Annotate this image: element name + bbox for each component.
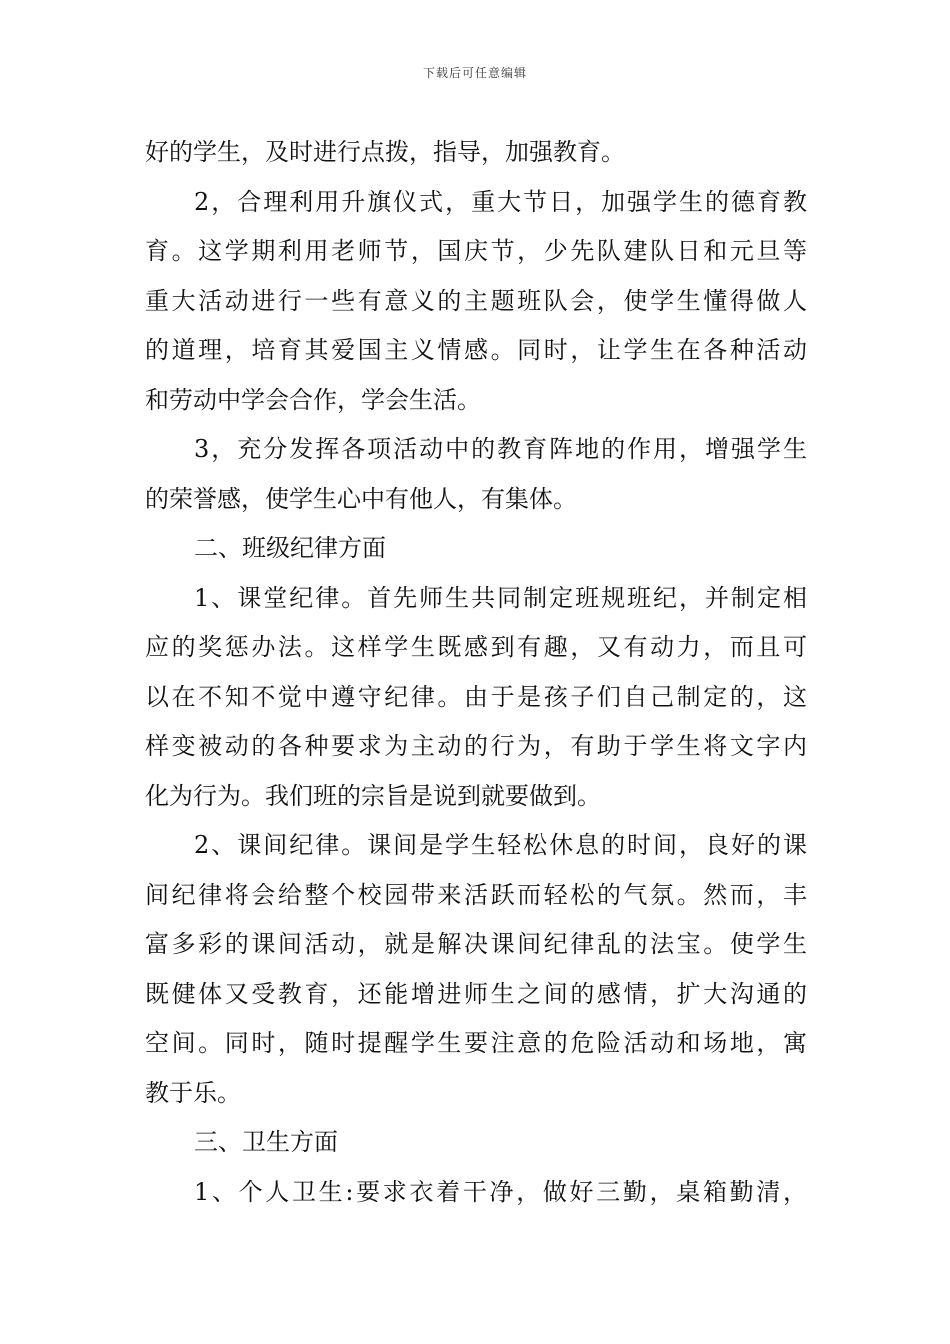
text-line: 间纪律将会给整个校园带来活跃而轻松的气氛。然而，丰 [145,880,807,909]
page-header-note: 下载后可任意编辑 [422,66,527,80]
text-line: 以在不知不觉中遵守纪律。由于是孩子们自己制定的，这 [145,682,807,711]
section-heading: 三、卫生方面 [194,1128,338,1156]
text-line: 化为行为。我们班的宗旨是说到就要做到。 [145,781,601,810]
text-line: 空间。同时，随时提醒学生要注意的危险活动和场地，寓 [145,1029,807,1057]
text-line: 好的学生，及时进行点拨，指导，加强教育。 [145,138,625,166]
text-line: 的道理，培育其爱国主义情感。同时，让学生在各种活动 [145,336,807,364]
text-line: 富多彩的课间活动，就是解决课间纪律乱的法宝。使学生 [145,930,807,958]
text-line: 1、个人卫生:要求衣着干净，做好三勤，桌箱勤清， [194,1177,807,1206]
text-line: 应的奖惩办法。这样学生既感到有趣，又有动力，而且可 [145,633,807,661]
document-body [145,128,807,1217]
text-line: 重大活动进行一些有意义的主题班队会，使学生懂得做人 [145,286,807,315]
text-line: 育。这学期利用老师节，国庆节，少先队建队日和元旦等 [145,237,807,265]
text-line: 2，合理利用升旗仪式，重大节日，加强学生的德育教 [194,187,807,216]
text-line: 样变被动的各种要求为主动的行为，有助于学生将文字内 [145,732,807,760]
text-line: 3，充分发挥各项活动中的教育阵地的作用，增强学生 [194,435,807,463]
text-line: 1、课堂纪律。首先师生共同制定班规班纪，并制定相 [194,583,807,612]
text-line: 和劳动中学会合作，学会生活。 [145,385,481,414]
section-heading: 二、班级纪律方面 [194,534,386,562]
text-line: 教于乐。 [145,1078,241,1107]
text-line: 的荣誉感，使学生心中有他人，有集体。 [145,484,577,513]
text-line: 2、课间纪律。课间是学生轻松休息的时间，良好的课 [194,831,807,859]
text-line: 既健体又受教育，还能增进师生之间的感情，扩大沟通的 [145,979,807,1008]
